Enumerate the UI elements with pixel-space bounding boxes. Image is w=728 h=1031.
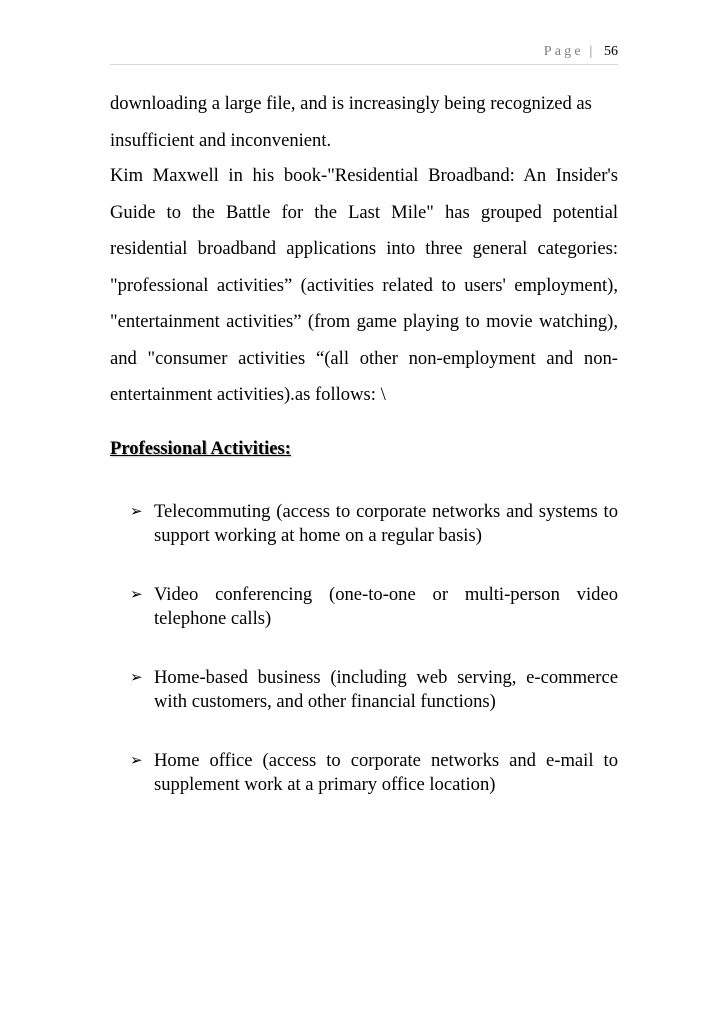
arrow-bullet-icon: ➢ [130, 585, 143, 603]
arrow-bullet-icon: ➢ [130, 668, 143, 686]
arrow-bullet-icon: ➢ [130, 751, 143, 769]
list-item [130, 583, 618, 630]
list-item-text: Home-based business (including web serving, e-commerce with customers, and other financial functions) [154, 667, 618, 712]
paragraph-maxwell-categories: Kim Maxwell in his book-"Residential Broadband: An Insider's Guide to the Battle for the Last Mile" has grouped potential residential broadband applications into three general categories: "professional activities” (activities related to users' employment), "entertainment activities” (from game playing to movie watching), and "consumer activities “(all other non-employment and non-entertainment activities).as follows: \ [110, 165, 618, 405]
page-label: Page [543, 44, 584, 59]
list-item [130, 749, 618, 796]
section-heading-professional-activities: Professional Activities: [110, 438, 291, 459]
paragraph-continuation: downloading a large file, and is increasingly being recognized as insufficient and inconvenient. [110, 93, 592, 151]
list-item-text: Video conferencing (one-to-one or multi-person video telephone calls) [154, 584, 618, 629]
arrow-bullet-icon: ➢ [130, 502, 143, 520]
list-item [130, 666, 618, 713]
page-header [544, 44, 618, 60]
list-item-text: Home office (access to corporate networks and e-mail to supplement work at a primary office location) [154, 750, 618, 795]
header-separator: | [589, 44, 593, 59]
header-divider [110, 64, 618, 65]
page-number: 56 [604, 44, 618, 59]
list-item [130, 500, 618, 547]
professional-activities-list [130, 500, 618, 796]
list-item-text: Telecommuting (access to corporate networks and systems to support working at home on a regular basis) [154, 501, 618, 546]
